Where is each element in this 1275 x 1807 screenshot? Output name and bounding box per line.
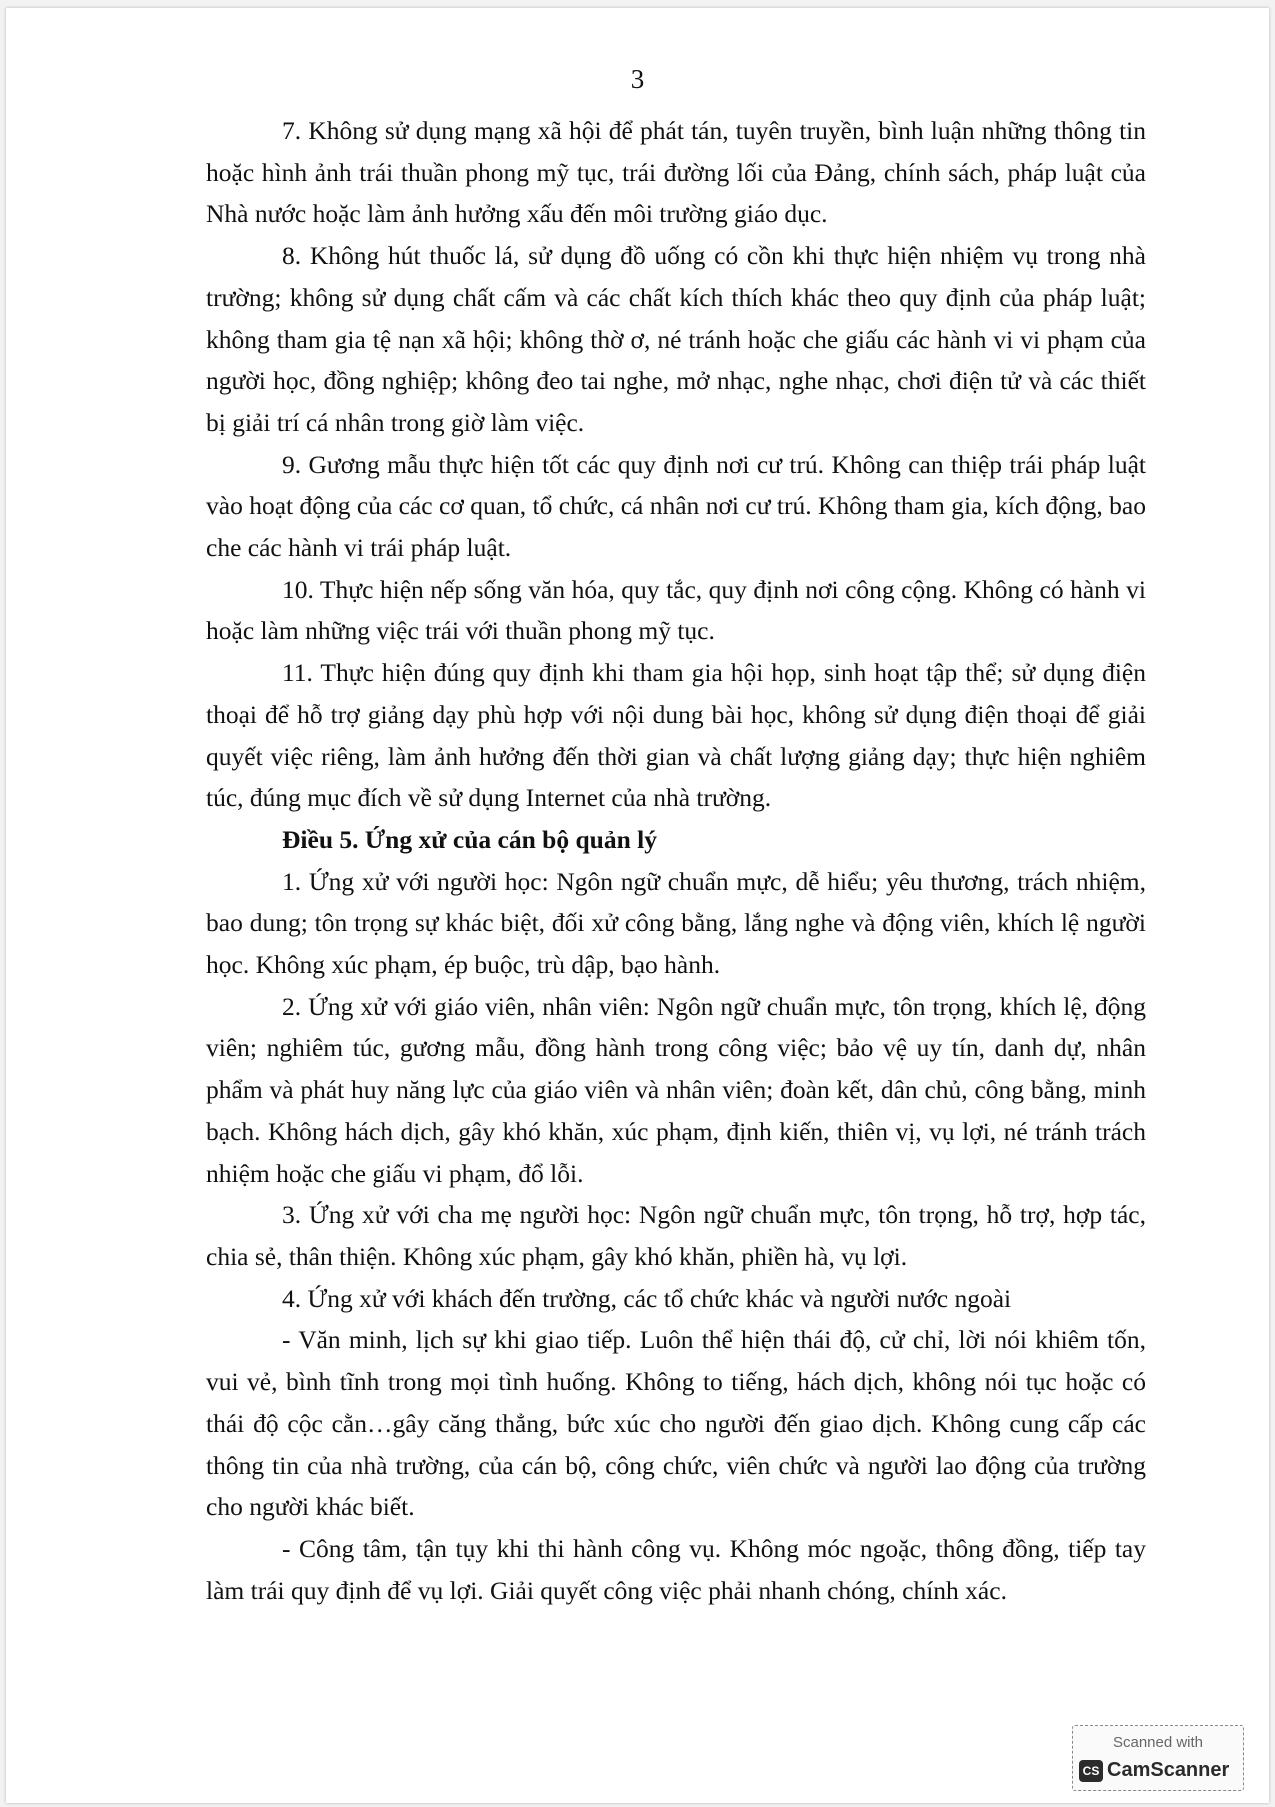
article-5-item-1: 1. Ứng xử với người học: Ngôn ngữ chuẩn mực, dễ hiểu; yêu thương, trách nhiệm, bao dung; tôn trọng sự khác biệt, đối xử công bằng, lắng nghe và động viên, khích lệ người học. Không xúc phạm, ép buộc, trù dập, bạo hành. [206,866,1146,980]
page-number: 3 [630,64,645,94]
clause-10: 10. Thực hiện nếp sống văn hóa, quy tắc, quy định nơi công cộng. Không có hành vi hoặc làm những việc trái với thuần phong mỹ tục. [206,574,1146,646]
clause-8: 8. Không hút thuốc lá, sử dụng đồ uống có cồn khi thực hiện nhiệm vụ trong nhà trường; không sử dụng chất cấm và các chất kích thích khác theo quy định của pháp luật; không tham gia tệ nạn xã hội; không thờ ơ, né tránh hoặc che giấu các hành vi vi phạm của người học, đồng nghiệp; không đeo tai nghe, mở nhạc, nghe nhạc, chơi điện tử và các thiết bị giải trí cá nhân trong giờ làm việc. [206,241,1146,437]
article-5-item-4: 4. Ứng xử với khách đến trường, các tổ chức khác và người nước ngoài [282,1283,1012,1313]
article-5-item-4-bullet-2: - Công tâm, tận tụy khi thi hành công vụ. Không móc ngoặc, thông đồng, tiếp tay làm trái quy định để vụ lợi. Giải quyết công việc phải nhanh chóng, chính xác. [206,1533,1146,1605]
document-body [206,110,1146,1611]
article-5-item-2: 2. Ứng xử với giáo viên, nhân viên: Ngôn ngữ chuẩn mực, tôn trọng, khích lệ, động viên; nghiêm túc, gương mẫu, đồng hành trong công việc; bảo vệ uy tín, danh dự, nhân phẩm và phát huy năng lực của giáo viên và nhân viên; đoàn kết, dân chủ, công bằng, minh bạch. Không hách dịch, gây khó khăn, xúc phạm, định kiến, thiên vị, vụ lợi, né tránh trách nhiệm hoặc che giấu vi phạm, đổ lỗi. [206,991,1146,1188]
article-5-item-4-bullet-1: - Văn minh, lịch sự khi giao tiếp. Luôn thể hiện thái độ, cử chỉ, lời nói khiêm tốn, vui vẻ, bình tĩnh trong mọi tình huống. Không to tiếng, hách dịch, không nói tục hoặc có thái độ cộc cằn…gây căng thẳng, bức xúc cho người đến giao dịch. Không cung cấp các thông tin của nhà trường, của cán bộ, công chức, viên chức và người lao động của trường cho người khác biết. [206,1325,1146,1522]
clause-9: 9. Gương mẫu thực hiện tốt các quy định nơi cư trú. Không can thiệp trái pháp luật vào hoạt động của các cơ quan, tổ chức, cá nhân nơi cư trú. Không tham gia, kích động, bao che các hành vi trái pháp luật. [206,449,1146,563]
camscanner-watermark [1072,1725,1244,1791]
camscanner-logo-icon: CS [1079,1760,1103,1782]
clause-7: 7. Không sử dụng mạng xã hội để phát tán, tuyên truyền, bình luận những thông tin hoặc hình ảnh trái thuần phong mỹ tục, trái đường lối của Đảng, chính sách, pháp luật của Nhà nước hoặc làm ảnh hưởng xấu đến môi trường giáo dục. [206,116,1146,229]
article-5-item-3: 3. Ứng xử với cha mẹ người học: Ngôn ngữ chuẩn mực, tôn trọng, hỗ trợ, hợp tác, chia sẻ, thân thiện. Không xúc phạm, gây khó khăn, phiền hà, vụ lợi. [206,1200,1146,1271]
watermark-caption: Scanned with [1112,1734,1204,1751]
article-5-heading: Điều 5. Ứng xử của cán bộ quản lý [282,824,657,854]
document-page [6,8,1269,1803]
watermark-brand-name: CamScanner [1107,1759,1230,1781]
clause-11: 11. Thực hiện đúng quy định khi tham gia hội họp, sinh hoạt tập thể; sử dụng điện thoại để hỗ trợ giảng dạy phù hợp với nội dung bài học, không sử dụng điện thoại để giải quyết việc riêng, làm ảnh hưởng đến thời gian và chất lượng giảng dạy; thực hiện nghiêm túc, đúng mục đích về sử dụng Internet của nhà trường. [206,658,1146,813]
